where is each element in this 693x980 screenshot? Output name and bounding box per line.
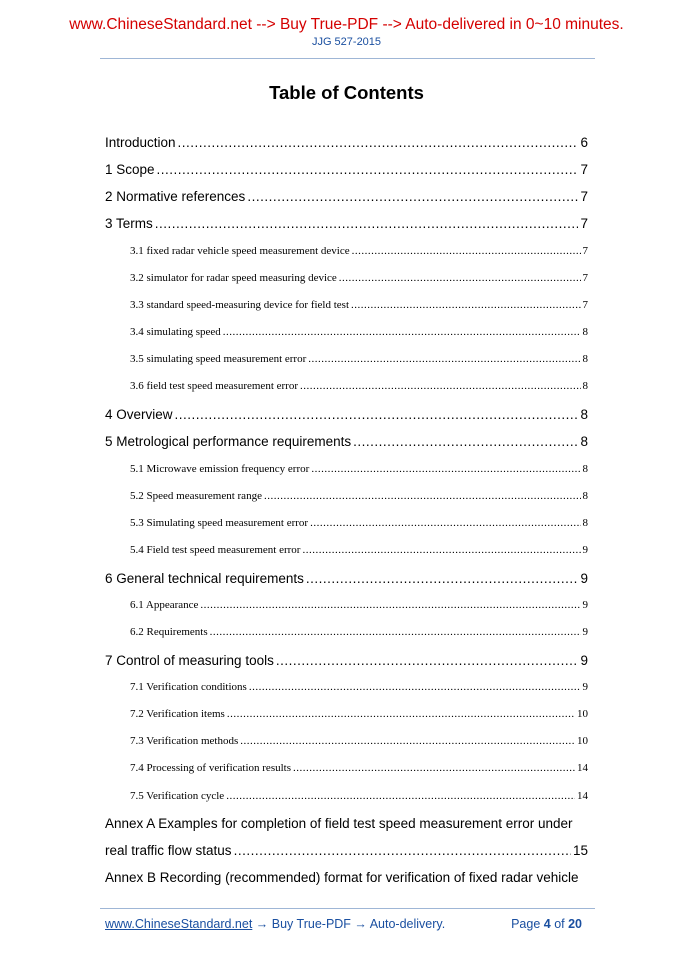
- toc-entry-label: 7.4 Processing of verification results: [130, 762, 291, 774]
- toc-leader-dots: [155, 216, 579, 231]
- toc-leader-dots: [247, 189, 578, 204]
- toc-entry-page: 10: [577, 708, 588, 720]
- toc-entry-scope[interactable]: [105, 162, 588, 177]
- total-pages: 20: [568, 917, 582, 931]
- toc-entry-label: 5 Metrological performance requirements: [105, 434, 352, 449]
- toc-entry-terms[interactable]: [105, 216, 588, 231]
- header-divider: [100, 58, 595, 59]
- toc-entry-page: 8: [582, 380, 588, 392]
- toc-entry-label: 1 Scope: [105, 162, 155, 177]
- toc-entry-page: 7: [580, 216, 588, 231]
- toc-entry-3-1[interactable]: [130, 245, 588, 257]
- promo-banner[interactable]: www.ChineseStandard.net --> Buy True-PDF --> Auto-delivered in 0~10 minutes.: [69, 16, 624, 33]
- toc-entry-label: 4 Overview: [105, 407, 173, 422]
- toc-leader-dots: [339, 272, 581, 284]
- toc-entry-label: 7.5 Verification cycle: [130, 790, 225, 802]
- toc-entry-page: 7: [582, 299, 588, 311]
- toc-entry-label: 3.5 simulating speed measurement error: [130, 353, 307, 365]
- toc-entry-label: 7.3 Verification methods: [130, 735, 239, 747]
- toc-leader-dots: [264, 490, 581, 502]
- toc-leader-dots: [308, 353, 580, 365]
- toc-leader-dots: [310, 517, 580, 529]
- toc-entry-page: 9: [580, 571, 588, 586]
- toc-leader-dots: [306, 571, 579, 586]
- toc-leader-dots: [240, 735, 575, 747]
- toc-entry-5-2[interactable]: [130, 490, 588, 502]
- toc-entry-7-2[interactable]: [130, 708, 588, 720]
- toc-leader-dots: [293, 762, 575, 774]
- toc-entry-page: 9: [582, 626, 588, 638]
- toc-entry-page: 8: [582, 326, 588, 338]
- toc-entry-annex-b-line1[interactable]: Annex B Recording (recommended) format for verification of fixed radar vehicle: [105, 870, 579, 885]
- toc-entry-label: 6 General technical requirements: [105, 571, 304, 586]
- toc-entry-label: 5.4 Field test speed measurement error: [130, 544, 301, 556]
- toc-entry-introduction[interactable]: [105, 135, 588, 150]
- toc-entry-3-2[interactable]: [130, 272, 588, 284]
- toc-entry-page: 10: [577, 735, 588, 747]
- toc-entry-overview[interactable]: [105, 407, 588, 422]
- toc-entry-normative-references[interactable]: [105, 189, 588, 204]
- footer-link-text: → Buy True-PDF → Auto-delivery.: [252, 917, 446, 931]
- page-of: of: [550, 917, 569, 931]
- toc-leader-dots: [226, 790, 575, 802]
- toc-entry-page: 7: [582, 245, 588, 257]
- toc-entry-7-4[interactable]: [130, 762, 588, 774]
- toc-entry-label: real traffic flow status: [105, 843, 232, 858]
- toc-leader-dots: [300, 380, 581, 392]
- toc-leader-dots: [302, 544, 580, 556]
- toc-entry-page: 9: [582, 599, 588, 611]
- toc-entry-page: 14: [577, 762, 588, 774]
- toc-entry-page: 8: [580, 407, 588, 422]
- toc-entry-page: 7: [582, 272, 588, 284]
- toc-entry-page: 15: [572, 843, 588, 858]
- toc-leader-dots: [234, 843, 571, 858]
- toc-entry-7-1[interactable]: [130, 681, 588, 693]
- toc-entry-page: 9: [582, 681, 588, 693]
- footer-site-link[interactable]: www.ChineseStandard.net: [105, 917, 253, 931]
- toc-leader-dots: [175, 407, 579, 422]
- toc-entry-page: 9: [582, 544, 588, 556]
- toc-entry-6-1[interactable]: [130, 599, 588, 611]
- toc-entry-page: 8: [582, 517, 588, 529]
- toc-entry-5-4[interactable]: [130, 544, 588, 556]
- page-prefix: Page: [511, 917, 544, 931]
- toc-entry-annex-a-line1[interactable]: Annex A Examples for completion of field test speed measurement error under: [105, 816, 573, 831]
- toc-entry-label: 7.2 Verification items: [130, 708, 225, 720]
- toc-entry-7-5[interactable]: [130, 790, 588, 802]
- toc-leader-dots: [227, 708, 575, 720]
- footer-divider: [100, 908, 595, 909]
- toc-entry-6-2[interactable]: [130, 626, 588, 638]
- toc-entry-label: 5.3 Simulating speed measurement error: [130, 517, 309, 529]
- toc-entry-page: 8: [582, 490, 588, 502]
- toc-entry-label: 5.1 Microwave emission frequency error: [130, 463, 310, 475]
- toc-entry-label: 3.1 fixed radar vehicle speed measurement device: [130, 245, 350, 257]
- toc-entry-label: 3 Terms: [105, 216, 153, 231]
- toc-entry-label: 3.4 simulating speed: [130, 326, 221, 338]
- toc-entry-5-3[interactable]: [130, 517, 588, 529]
- toc-entry-page: 8: [580, 434, 588, 449]
- toc-entry-page: 14: [577, 790, 588, 802]
- toc-entry-label: 3.6 field test speed measurement error: [130, 380, 298, 392]
- toc-leader-dots: [353, 434, 578, 449]
- toc-leader-dots: [276, 653, 579, 668]
- toc-entry-3-6[interactable]: [130, 380, 588, 392]
- toc-entry-label: 6.2 Requirements: [130, 626, 208, 638]
- toc-entry-7-3[interactable]: [130, 735, 588, 747]
- standard-number: JJG 527-2015: [311, 36, 382, 48]
- toc-entry-metrological-performance[interactable]: [105, 434, 588, 449]
- toc-entry-3-3[interactable]: [130, 299, 588, 311]
- toc-leader-dots: [210, 626, 581, 638]
- toc-entry-3-4[interactable]: [130, 326, 588, 338]
- toc-entry-annex-a[interactable]: [105, 843, 588, 858]
- toc-entry-label: 3.2 simulator for radar speed measuring device: [130, 272, 337, 284]
- toc-entry-page: 7: [580, 162, 588, 177]
- page-indicator: [511, 917, 582, 931]
- toc-leader-dots: [157, 162, 579, 177]
- toc-entry-label: 2 Normative references: [105, 189, 246, 204]
- toc-leader-dots: [223, 326, 581, 338]
- toc-entry-page: 8: [582, 353, 588, 365]
- current-page: 4: [543, 917, 551, 931]
- toc-entry-control-of-measuring-tools[interactable]: [105, 653, 588, 668]
- toc-leader-dots: [351, 299, 580, 311]
- toc-entry-label: Introduction: [105, 135, 176, 150]
- toc-entry-label: 7.1 Verification conditions: [130, 681, 247, 693]
- toc-leader-dots: [200, 599, 580, 611]
- toc-leader-dots: [352, 245, 581, 257]
- toc-entry-label: 6.1 Appearance: [130, 599, 199, 611]
- toc-leader-dots: [249, 681, 581, 693]
- toc-leader-dots: [178, 135, 579, 150]
- toc-entry-page: 6: [580, 135, 588, 150]
- toc-leader-dots: [311, 463, 580, 475]
- toc-entry-page: 9: [580, 653, 588, 668]
- footer-promo-link[interactable]: [105, 917, 445, 931]
- toc-entry-label: 5.2 Speed measurement range: [130, 490, 262, 502]
- toc-entry-general-technical[interactable]: [105, 571, 588, 586]
- toc-entry-label: 3.3 standard speed-measuring device for field test: [130, 299, 350, 311]
- toc-entry-5-1[interactable]: [130, 463, 588, 475]
- toc-entry-label: 7 Control of measuring tools: [105, 653, 274, 668]
- toc-entry-page: 7: [580, 189, 588, 204]
- toc-entry-page: 8: [582, 463, 588, 475]
- toc-entry-3-5[interactable]: [130, 353, 588, 365]
- page-title: Table of Contents: [269, 82, 424, 103]
